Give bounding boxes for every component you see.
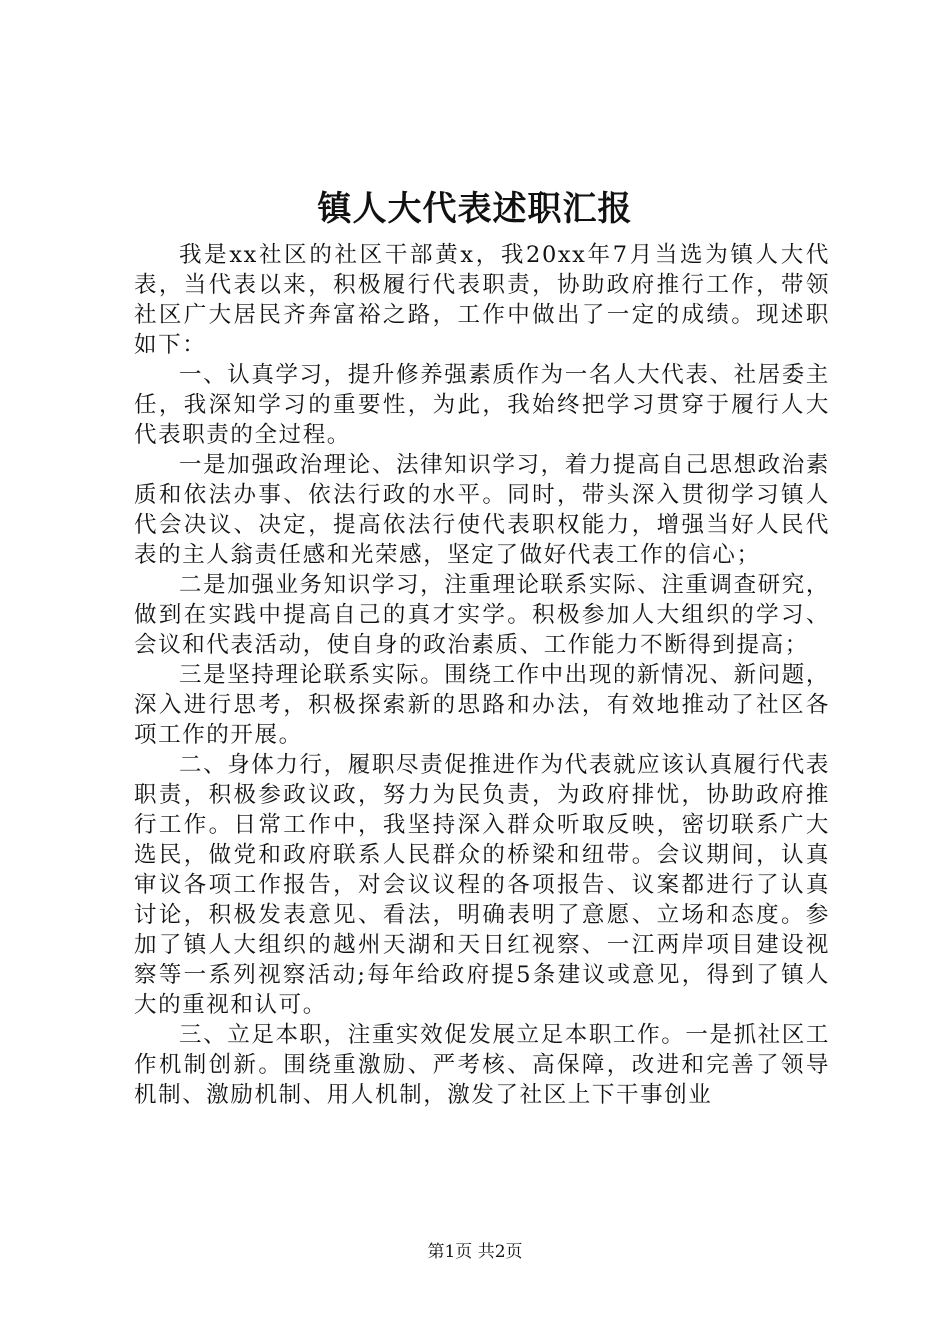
paragraph-point-1: 一是加强政治理论、法律知识学习，着力提高自己思想政治素质和依法办事、依法行政的水平。同时，带头深入贯彻学习镇人代会决议、决定，提高依法行使代表职权能力，增强当好人民代表的主人翁责任感和光荣感，坚定了做好代表工作的信心； [134, 452, 830, 568]
document-title: 镇人大代表述职汇报 [317, 189, 633, 229]
paragraph-section-1: 一、认真学习，提升修养强素质作为一名人大代表、社居委主任，我深知学习的重要性，为此，我始终把学习贯穿于履行人大代表职责的全过程。 [134, 362, 830, 448]
page-footer: 第1页 共2页 [427, 1242, 523, 1262]
document-body [134, 240, 830, 1110]
paragraph-section-3: 三、立足本职，注重实效促发展立足本职工作。一是抓社区工作机制创新。围绕重激励、严考核、高保障，改进和完善了领导机制、激励机制、用人机制，激发了社区上下干事创业 [134, 1022, 830, 1108]
paragraph-intro: 我是xx社区的社区干部黄x，我20xx年7月当选为镇人大代表，当代表以来，积极履行代表职责，协助政府推行工作，带领社区广大居民齐奔富裕之路，工作中做出了一定的成绩。现述职如下： [134, 242, 830, 358]
paragraph-point-2: 二是加强业务知识学习，注重理论联系实际、注重调查研究，做到在实践中提高自己的真才实学。积极参加人大组织的学习、会议和代表活动，使自身的政治素质、工作能力不断得到提高； [134, 572, 830, 658]
paragraph-point-3: 三是坚持理论联系实际。围绕工作中出现的新情况、新问题，深入进行思考，积极探索新的思路和办法，有效地推动了社区各项工作的开展。 [134, 662, 830, 748]
paragraph-section-2: 二、身体力行，履职尽责促推进作为代表就应该认真履行代表职责，积极参政议政，努力为民负责，为政府排忧，协助政府推行工作。日常工作中，我坚持深入群众听取反映，密切联系广大选民，做党和政府联系人民群众的桥梁和纽带。会议期间，认真审议各项工作报告，对会议议程的各项报告、议案都进行了认真讨论，积极发表意见、看法，明确表明了意愿、立场和态度。参加了镇人大组织的越州天湖和天日红视察、一江两岸项目建设视察等一系列视察活动;每年给政府提5条建议或意见，得到了镇人大的重视和认可。 [134, 752, 830, 1018]
